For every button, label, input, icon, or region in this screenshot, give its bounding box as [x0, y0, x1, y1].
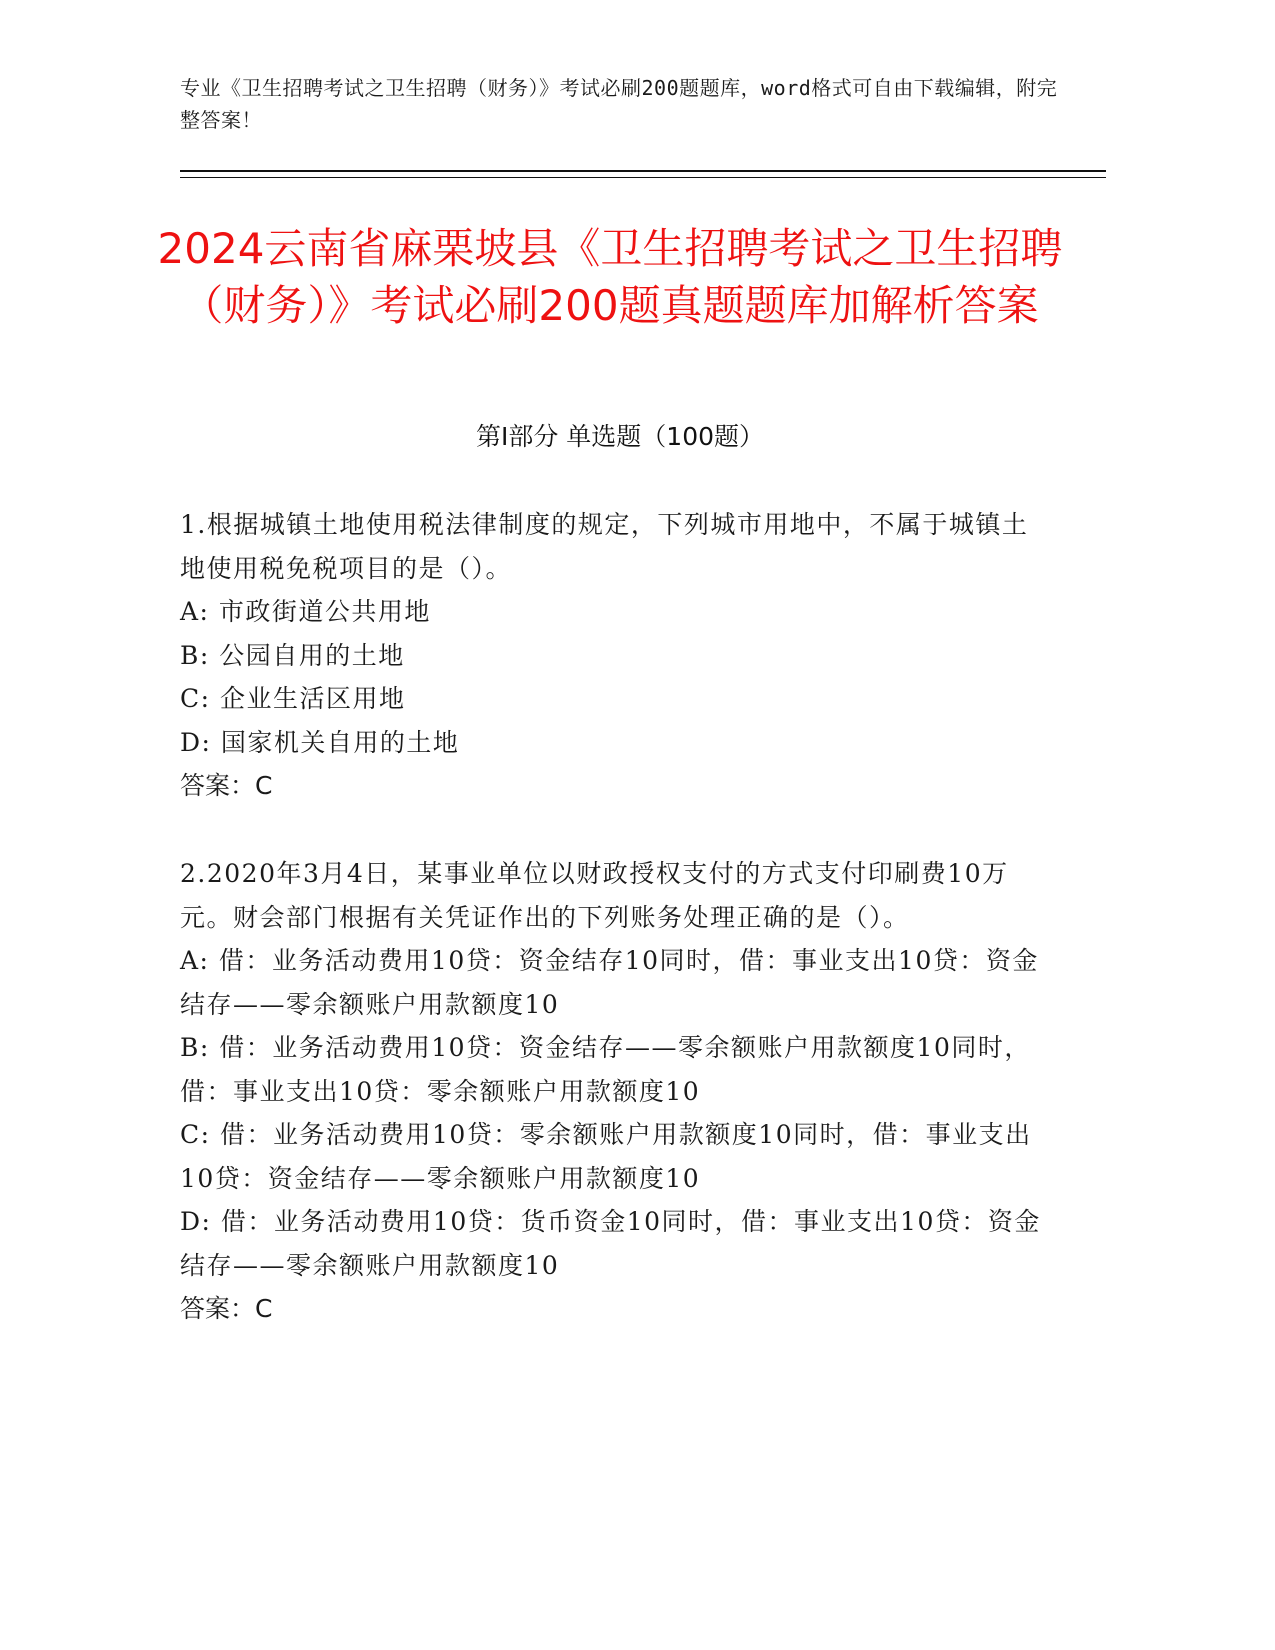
header-note: 专业《卫生招聘考试之卫生招聘（财务）》考试必刷200题题库，word格式可自由下载编辑，附完整答案！	[180, 76, 1058, 132]
header-divider-thin	[180, 177, 1106, 178]
option-b: B: 借：业务活动费用10贷：资金结存——零余额账户用款额度10同时，借：事业支出10贷：零余额账户用款额度10	[180, 1033, 1031, 1106]
question-stem: 1.根据城镇土地使用税法律制度的规定，下列城市用地中，不属于城镇土地使用税免税项目的是（）。	[180, 510, 1029, 583]
option-a: A: 市政街道公共用地	[180, 597, 431, 626]
option-a: A: 借：业务活动费用10贷：资金结存10同时，借：事业支出10贷：资金结存——零余额账户用款额度10	[180, 946, 1039, 1019]
option-d: D: 借：业务活动费用10贷：货币资金10同时，借：事业支出10贷：资金结存——零余额账户用款额度10	[180, 1207, 1041, 1280]
option-b: B: 公园自用的土地	[180, 640, 405, 670]
answer: 答案：C	[180, 771, 273, 800]
document-title: 2024云南省麻栗坡县《卫生招聘考试之卫生招聘（财务）》考试必刷200题真题题库加解析答案	[157, 224, 1063, 330]
option-d: D: 国家机关自用的土地	[180, 727, 460, 757]
header-divider-thick	[180, 170, 1106, 172]
option-c: C: 企业生活区用地	[180, 684, 406, 713]
question-1	[180, 503, 1050, 808]
question-stem: 2.2020年3月4日，某事业单位以财政授权支付的方式支付印刷费10万元。财会部门根据有关凭证作出的下列账务处理正确的是（）。	[180, 859, 1009, 932]
option-c: C: 借：业务活动费用10贷：零余额账户用款额度10同时，借：事业支出10贷：资金结存——零余额账户用款额度10	[180, 1120, 1032, 1193]
answer: 答案：C	[180, 1294, 273, 1323]
question-2	[180, 852, 1050, 1331]
section-heading: 第Ⅰ部分 单选题（100题）	[475, 422, 765, 451]
